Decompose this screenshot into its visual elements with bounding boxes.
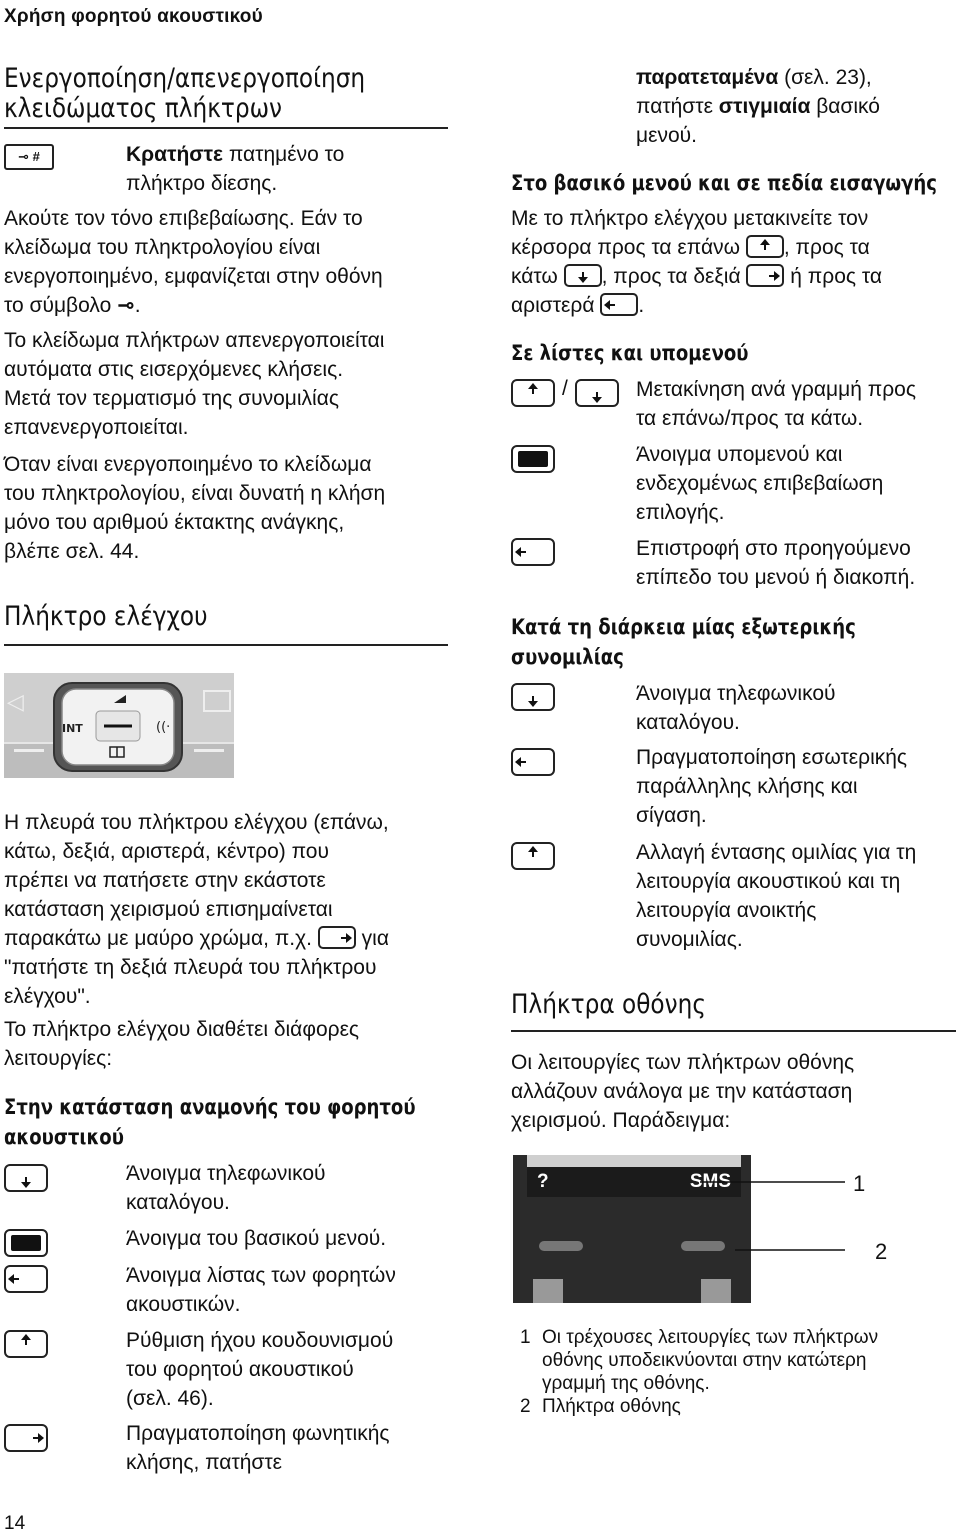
text-line: επανενεργοποιείται. xyxy=(4,416,189,439)
keylock-paragraph-2 xyxy=(4,326,450,442)
title-line: Στην κατάσταση αναμονής του φορητού xyxy=(4,1095,416,1119)
voice-dial-continued xyxy=(636,63,956,150)
text-line: (σελ. 23), xyxy=(778,66,872,89)
softkey-left-label: ? xyxy=(537,1171,549,1192)
text-line: λειτουργία ακουστικού και τη xyxy=(636,870,901,893)
text-line: για xyxy=(361,927,389,950)
keylock-paragraph-1 xyxy=(4,204,450,320)
keylock-symbol-icon: ⊸ xyxy=(117,294,135,317)
text-line: Μετακίνηση ανά γραμμή προς xyxy=(636,378,916,401)
text-line: Αλλαγή έντασης ομιλίας για τη xyxy=(636,841,917,864)
text-line: ελέγχου". xyxy=(4,985,91,1008)
text-line: Το κλείδωμα πλήκτρων απενεργοποιείται xyxy=(4,329,385,352)
text-bold: παρατεταμένα xyxy=(636,66,779,89)
nav-left-icon xyxy=(600,293,638,316)
nav-left-icon xyxy=(511,538,555,566)
text-line: Άνοιγμα τηλεφωνικού xyxy=(126,1162,326,1185)
text-line: Άνοιγμα υπομενού και xyxy=(636,443,843,466)
svg-text:INT: INT xyxy=(62,722,83,735)
submenu-title: Σε λίστες και υπομενού xyxy=(511,341,749,365)
slash-separator: / xyxy=(562,377,568,400)
idle-item-handset-list xyxy=(126,1261,396,1319)
svg-text:◁: ◁ xyxy=(7,690,24,715)
text-line: Μετά τον τερματισμό της συνομιλίας xyxy=(4,387,339,410)
text-line: λειτουργίες: xyxy=(4,1047,113,1070)
text-line: Επιστροφή στο προηγούμενο xyxy=(636,537,911,560)
key-hint xyxy=(701,1279,731,1303)
text-line: , προς τα δεξιά xyxy=(601,265,741,288)
text-line: κλείδωμα του πληκτρολογίου είναι xyxy=(4,236,321,259)
text-line: Πλήκτρα οθόνης xyxy=(542,1396,681,1417)
text-line: Άνοιγμα του βασικού μενού. xyxy=(126,1227,387,1250)
text-line: Πραγματοποίηση εσωτερικής xyxy=(636,746,908,769)
nav-right-icon xyxy=(4,1424,48,1452)
section-title-keylock xyxy=(4,64,365,124)
control-key-illustration xyxy=(4,673,234,778)
text-line: Πραγματοποίηση φωνητικής xyxy=(126,1422,390,1445)
nav-left-icon xyxy=(4,1265,48,1293)
idle-title xyxy=(4,1092,416,1152)
text-line: οθόνης υποδεικνύονται στην κατώτερη xyxy=(542,1350,867,1371)
text-line: βλέπε σελ. 44. xyxy=(4,540,140,563)
text-line: πρέπει να πατήσετε στην εκάστοτε xyxy=(4,869,326,892)
nav-down-icon xyxy=(511,683,555,711)
text-line: Όταν είναι ενεργοποιημένο το κλείδωμα xyxy=(4,453,372,476)
keylock-paragraph-3 xyxy=(4,450,450,566)
text-line: παρακάτω με μαύρο χρώμα, π.χ. xyxy=(4,927,312,950)
text-line: παράλληλης κλήσης και xyxy=(636,775,858,798)
title-line: κλειδώματος πλήκτρων xyxy=(4,93,283,124)
text-line: βασικό xyxy=(810,95,880,118)
text-line: κάτω, δεξιά, αριστερά, κέντρο) που xyxy=(4,840,329,863)
softkeys-paragraph xyxy=(511,1048,956,1135)
text-line: αυτόματα στις εισερχόμενες κλήσεις. xyxy=(4,358,344,381)
control-key-paragraph-1 xyxy=(4,808,450,1011)
text-line: λειτουργία ανοικτής xyxy=(636,899,817,922)
text-line: Το πλήκτρο ελέγχου διαθέτει διάφορες xyxy=(4,1018,360,1041)
nav-down-icon xyxy=(4,1164,48,1192)
text-line: χειρισμού. Παράδειγμα: xyxy=(511,1109,731,1132)
softkey-right-label: SMS xyxy=(689,1171,731,1192)
callout-1: 1 xyxy=(853,1171,866,1196)
section-rule xyxy=(511,1030,956,1032)
key-hint xyxy=(533,1279,563,1303)
text-line: αλλάζουν ανάλογα με την κατάσταση xyxy=(511,1080,853,1103)
page-header: Χρήση φορητού ακουστικού xyxy=(4,6,263,27)
text-line: Οι τρέχουσες λειτουργίες των πλήκτρων xyxy=(542,1327,879,1348)
text-line: Άνοιγμα λίστας των φορητών xyxy=(126,1264,396,1287)
text-line: πατήστε xyxy=(636,95,719,118)
text-line: ενεργοποιημένο, εμφανίζεται στην οθόνη xyxy=(4,265,383,288)
external-call-title xyxy=(511,612,856,672)
legend-num: 1 xyxy=(520,1327,531,1348)
legend-item xyxy=(520,1326,878,1395)
idle-item-main-menu xyxy=(126,1224,386,1253)
text-period: . xyxy=(134,294,141,317)
external-item-volume xyxy=(636,838,916,954)
text-line: Ρύθμιση ήχου κουδουνισμού xyxy=(126,1329,394,1352)
text-line: μενού. xyxy=(636,124,697,147)
text-line: Ακούτε τον τόνο επιβεβαίωσης. Εάν το xyxy=(4,207,363,230)
text-line: κλήσης, πατήστε xyxy=(126,1451,283,1474)
control-key-photo xyxy=(4,673,234,778)
submenu-item-move xyxy=(636,375,916,433)
text-line: του φορητού ακουστικού xyxy=(126,1358,354,1381)
nav-up-icon xyxy=(746,235,784,258)
nav-up-icon xyxy=(511,379,555,407)
title-line: ακουστικού xyxy=(4,1125,124,1149)
hash-key-icon: ⊸ # xyxy=(4,144,54,170)
text-line: κάτω xyxy=(511,265,558,288)
nav-center-icon xyxy=(511,445,555,473)
text-line: . xyxy=(638,294,645,317)
nav-down-icon xyxy=(575,379,619,407)
section-title-control-key: Πλήκτρο ελέγχου xyxy=(4,601,208,632)
text-line: ενδεχομένως επιβεβαίωση xyxy=(636,472,884,495)
title-line: Κατά τη διάρκεια μίας εξωτερικής xyxy=(511,615,856,639)
idle-item-voice-dial xyxy=(126,1419,390,1477)
idle-item-phonebook xyxy=(126,1159,325,1217)
title-line: Ενεργοποίηση/απενεργοποίηση xyxy=(4,63,366,94)
nav-down-icon xyxy=(564,264,602,287)
text-line: του πληκτρολογίου, είναι δυνατή η κλήση xyxy=(4,482,386,505)
title-line: συνομιλίας xyxy=(511,645,624,669)
text-line: (σελ. 46). xyxy=(126,1387,214,1410)
callout-lines xyxy=(700,1170,870,1270)
text-line: γραμμή της οθόνης. xyxy=(542,1373,710,1394)
text-bold: στιγμιαία xyxy=(718,95,811,118)
text-line: , προς τα xyxy=(783,236,870,259)
nav-right-icon xyxy=(318,926,356,949)
page-number: 14 xyxy=(4,1513,26,1534)
section-title-softkeys: Πλήκτρα οθόνης xyxy=(511,989,706,1020)
menu-input-paragraph xyxy=(511,204,956,320)
text-line: ακουστικών. xyxy=(126,1293,241,1316)
text-line: καταλόγου. xyxy=(126,1191,230,1214)
external-item-internal-consult xyxy=(636,743,907,830)
nav-right-icon xyxy=(746,264,784,287)
text-line: συνομιλίας. xyxy=(636,928,743,951)
text-line: "πατήστε τη δεξιά πλευρά του πλήκτρου xyxy=(4,956,377,979)
legend xyxy=(520,1326,878,1418)
callout-2: 2 xyxy=(875,1239,888,1264)
hold-rest: πατημένο το xyxy=(222,143,345,166)
text-line: μόνο του αριθμού έκτακτης ανάγκης, xyxy=(4,511,345,534)
legend-num: 2 xyxy=(520,1396,531,1417)
text-line: αριστερά xyxy=(511,294,595,317)
text-line: κέρσορα προς τα επάνω xyxy=(511,236,741,259)
menu-input-title: Στο βασικό μενού και σε πεδία εισαγωγής xyxy=(511,171,937,195)
text-line: επιλογής. xyxy=(636,501,725,524)
hold-bold: Κρατήστε xyxy=(126,143,223,166)
hold-line2: πλήκτρο δίεσης. xyxy=(126,172,278,195)
svg-text:((·: ((· xyxy=(156,720,171,735)
nav-center-icon xyxy=(4,1229,48,1257)
external-item-phonebook xyxy=(636,679,835,737)
hold-instruction xyxy=(126,140,344,198)
submenu-item-open xyxy=(636,440,883,527)
text-line: Η πλευρά του πλήκτρου ελέγχου (επάνω, xyxy=(4,811,389,834)
softkey-left-button xyxy=(539,1241,583,1251)
text-line: Με το πλήκτρο ελέγχου μετακινείτε τον xyxy=(511,207,869,230)
section-rule xyxy=(4,644,448,646)
nav-left-icon xyxy=(511,748,555,776)
submenu-item-back xyxy=(636,534,915,592)
text-line: ή προς τα xyxy=(790,265,883,288)
text-line: Άνοιγμα τηλεφωνικού xyxy=(636,682,836,705)
control-key-paragraph-2 xyxy=(4,1015,450,1073)
text-line: το σύμβολο xyxy=(4,294,112,317)
text-line: καταλόγου. xyxy=(636,711,740,734)
text-line: σίγαση. xyxy=(636,804,707,827)
text-line: επίπεδο του μενού ή διακοπή. xyxy=(636,566,916,589)
nav-up-icon xyxy=(511,842,555,870)
text-line: κατάσταση χειρισμού επισημαίνεται xyxy=(4,898,333,921)
section-rule xyxy=(4,127,448,129)
nav-up-icon xyxy=(4,1330,48,1358)
idle-item-ringtone xyxy=(126,1326,393,1413)
legend-item xyxy=(520,1395,878,1418)
text-line: Οι λειτουργίες των πλήκτρων οθόνης xyxy=(511,1051,855,1074)
text-line: τα επάνω/προς τα κάτω. xyxy=(636,407,864,430)
